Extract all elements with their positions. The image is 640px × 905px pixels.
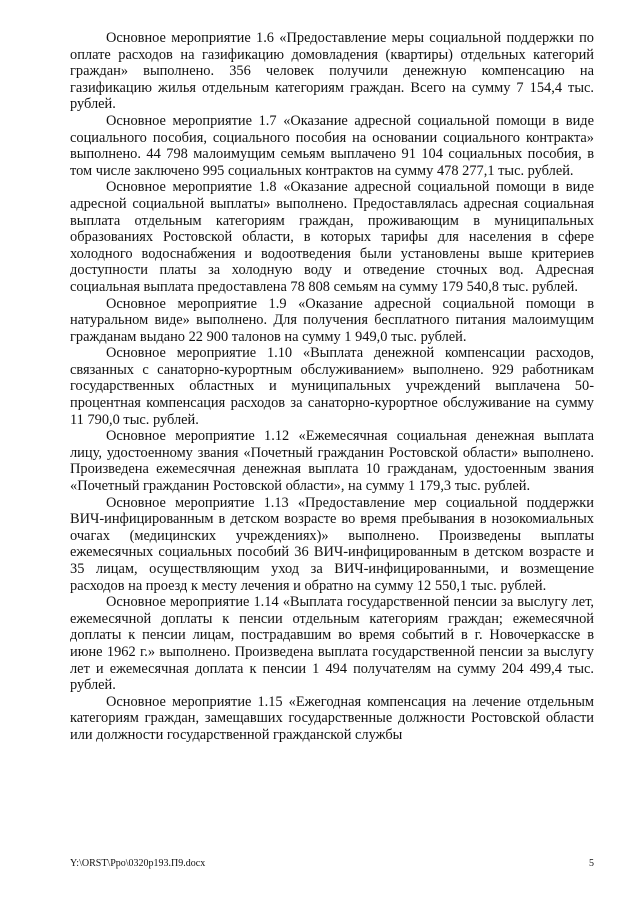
paragraph: Основное мероприятие 1.14 «Выплата государственной пенсии за выслугу лет, ежемесячной доплаты к пенсии отдельным категориям граждан; ежемесячной доплаты к пенсии лицам, пострадавшим во время событий в г. Новочеркасске в июне 1962 г.» выполнено. Произведена выплата государственной пенсии за выслугу лет и ежемесячная доплата к пенсии 1 494 получателям на сумму 204 499,4 тыс. рублей. — [70, 594, 594, 694]
page-footer — [70, 858, 594, 869]
paragraph: Основное мероприятие 1.15 «Ежегодная компенсация на лечение отдельным категориям граждан, замещавших государственные должности Ростовской области или должности государственной гражданской службы — [70, 693, 594, 743]
paragraph: Основное мероприятие 1.13 «Предоставление мер социальной поддержки ВИЧ-инфицированным в детском возрасте во время пребывания в нозокомиальных очагах (медицинских учреждениях)» выполнено. Произведены выплаты ежемесячных социальных пособий 36 ВИЧ-инфицированным в детском возрасте и 35 лицам, осуществляющим уход за ВИЧ-инфицированными, и возмещение расходов на проезд к месту лечения и обратно на сумму 12 550,1 тыс. рублей. — [70, 494, 594, 594]
paragraph: Основное мероприятие 1.6 «Предоставление меры социальной поддержки по оплате расходов на газификацию домовладения (квартиры) отдельных категорий граждан» выполнено. 356 человек получили денежную компенсацию на газификацию жилья отдельным категориям граждан. Всего на сумму 7 154,4 тыс. рублей. — [70, 30, 594, 113]
paragraph: Основное мероприятие 1.10 «Выплата денежной компенсации расходов, связанных с санаторно-курортным обслуживанием» выполнено. 929 работникам государственных областных и муниципальных учреждений выплачена 50-процентная компенсация расходов за санаторно-курортное обслуживание на сумму 11 790,0 тыс. рублей. — [70, 345, 594, 428]
document-body — [70, 30, 594, 744]
file-path: Y:\ORST\Ppo\0320p193.П9.docx — [70, 858, 206, 869]
paragraph: Основное мероприятие 1.8 «Оказание адресной социальной помощи в виде адресной социальной выплаты» выполнено. Предоставлялась адресная социальная выплата отдельным категориям граждан, проживающим в муниципальных образованиях Ростовской области, в которых тарифы для населения в сфере холодного водоснабжения и водоотведения были установлены выше критериев доступности платы за холодную воду и отведение сточных вод. Адресная социальная выплата предоставлена 78 808 семьям на сумму 179 540,8 тыс. рублей. — [70, 179, 594, 295]
paragraph: Основное мероприятие 1.7 «Оказание адресной социальной помощи в виде социального пособия, социального пособия на основании социального контракта» выполнено. 44 798 малоимущим семьям выплачено 91 104 социальных пособия, в том числе заключено 995 социальных контрактов на сумму 478 277,1 тыс. рублей. — [70, 112, 594, 179]
paragraph: Основное мероприятие 1.9 «Оказание адресной социальной помощи в натуральном виде» выполнено. Для получения бесплатного питания малоимущим гражданам выдано 22 900 талонов на сумму 1 949,0 тыс. рублей. — [70, 295, 594, 345]
paragraph: Основное мероприятие 1.12 «Ежемесячная социальная денежная выплата лицу, удостоенному звания «Почетный гражданин Ростовской области» выполнено. Произведена ежемесячная денежная выплата 10 гражданам, удостоенным звания «Почетный гражданин Ростовской области», на сумму 1 179,3 тыс. рублей. — [70, 428, 594, 495]
page-number: 5 — [589, 858, 594, 869]
